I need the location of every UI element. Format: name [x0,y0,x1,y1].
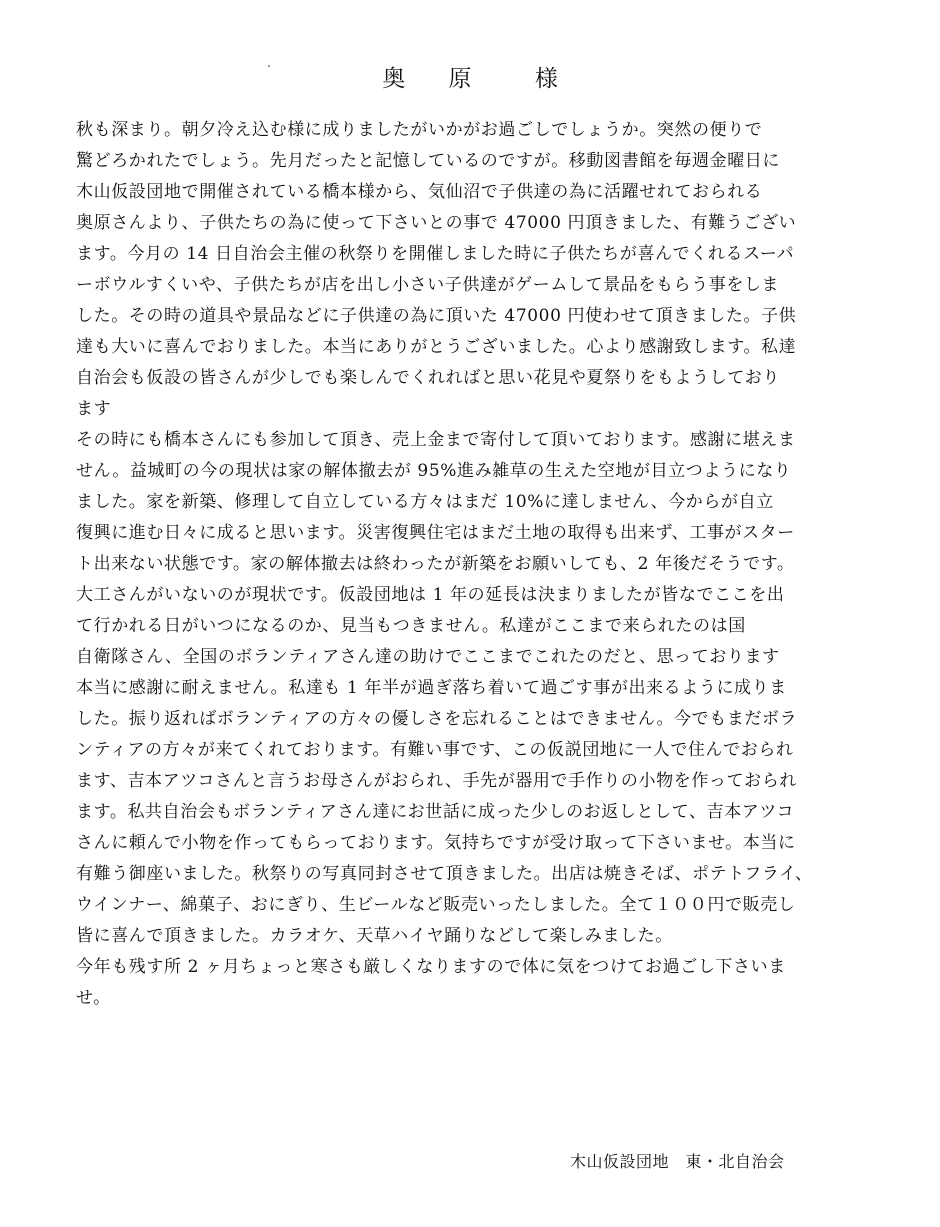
body-line: した。振り返ればボランティアの方々の優しさを忘れることはできません。今でもまだボラ [76,709,798,729]
letter-salutation [0,58,940,100]
body-line: 今年も残す所 2 ヶ月ちょっと寒さも厳しくなりますので体に気をつけてお過ごし下さいま [76,957,786,977]
body-line: ト出来ない状態です。家の解体撤去は終わったが新築をお願いしても、2 年後だそうです。 [76,554,795,574]
salutation-char: 様 [534,66,558,92]
body-line: ます [76,399,112,419]
body-line: 驚どろかれたでしょう。先月だったと記憶しているのですが。移動図書館を毎週金曜日に [76,151,780,171]
body-line: せ。 [76,988,111,1008]
body-line: 木山仮設団地で開催されている橋本様から、気仙沼で子供達の為に活躍せれておられる [76,182,763,202]
body-line: 秋も深まり。朝夕冷え込む様に成りましたがいかがお過ごしでしょうか。突然の便りで [76,120,763,140]
body-line: 本当に感謝に耐えません。私達も 1 年半が過ぎ落ち着いて過ごす事が出来るように成りま [76,678,787,698]
body-line: 奥原さんより、子供たちの為に使って下さいとの事で 47000 円頂きました、有難うござい [76,213,797,233]
body-line: 自衛隊さん、全国のボランティアさん達の助けでここまでこれたのだと、思っております [76,647,780,667]
body-line: ーボウルすくいや、子供たちが店を出し小さい子供達がゲームして景品をもらう事をしま [76,275,780,295]
letter-body [76,115,876,1014]
body-line: 自治会も仮設の皆さんが少しでも楽しんでくれればと思い花見や夏祭りをもようしており [76,368,780,388]
body-line: その時にも橋本さんにも参加して頂き、売上金まで寄付して頂いております。感謝に堪えま [76,430,796,450]
body-line: て行かれる日がいつになるのか、見当もつきません。私達がここまで来られたのは国 [76,616,746,636]
letter-signature: 木山仮設団地 東・北自治会 [570,1152,785,1171]
body-line: ます。今月の 14 日自治会主催の秋祭りを開催しました時に子供たちが喜んでくれるスーパ [76,244,795,264]
salutation-char: 奥 [382,66,406,92]
body-line: 大工さんがいないのが現状です。仮設団地は 1 年の延長は決まりましたが皆なでここを出 [76,585,785,605]
body-line: ます。私共自治会もボランティアさん達にお世話に成った少しのお返しとして、吉本アツコ [76,802,795,822]
body-line: さんに頼んで小物を作ってもらっております。気持ちですが受け取って下さいませ。本当に [76,833,796,853]
body-line: せん。益城町の今の現状は家の解体撤去が 95%進み雑草の生えた空地が目立つようになり [76,461,792,481]
body-line: 復興に進む日々に成ると思います。災害復興住宅はまだ土地の取得も出来ず、工事がスター [76,523,795,543]
body-line: ます、吉本アツコさんと言うお母さんがおられ、手先が器用で手作りの小物を作っておられ [76,771,797,791]
body-line: した。その時の道具や景品などに子供達の為に頂いた 47000 円使わせて頂きました。子供 [76,306,797,326]
salutation-char: 原 [448,66,472,92]
body-line: ウインナー、綿菓子、おにぎり、生ビールなど販売いったしました。全て１００円で販売し [76,895,796,915]
body-line: 達も大いに喜んでおりました。本当にありがとうございました。心より感謝致します。私達 [76,337,797,357]
body-line: ンティアの方々が来てくれております。有難い事です、この仮説団地に一人で住んでおられ [76,740,794,760]
body-line: 皆に喜んで頂きました。カラオケ、天草ハイヤ踊りなどして楽しみました。 [76,926,673,946]
body-line: ました。家を新築、修理して自立している方々はまだ 10%に達しません、今からが自立 [76,492,774,512]
body-line: 有難う御座いました。秋祭りの写真同封させて頂きました。出店は焼きそば、ポテトフライ、 [76,864,813,884]
